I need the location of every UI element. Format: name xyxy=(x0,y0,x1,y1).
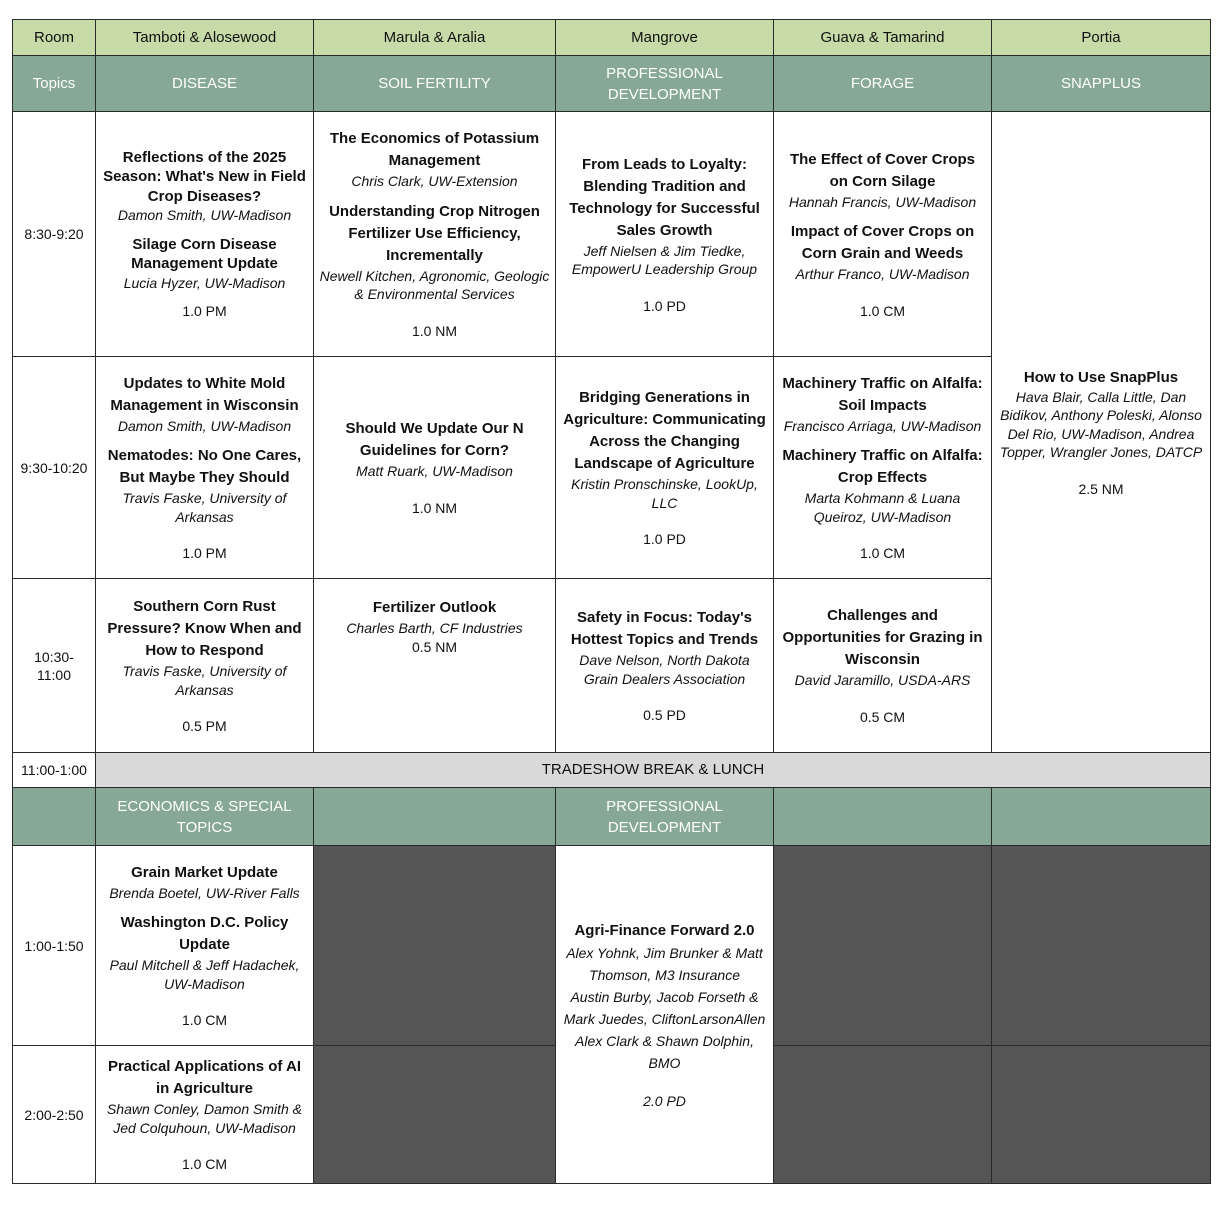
session-title: Washington D.C. Policy Update xyxy=(120,914,289,954)
session-speaker: Kristin Pronschinske, LookUp, LLC xyxy=(571,476,758,511)
session-speaker: Marta Kohmann & Luana Queiroz, UW-Madison xyxy=(804,490,961,525)
session-speaker: Lucia Hyzer, UW-Madison xyxy=(123,274,286,291)
time-slot: 11:00-1:00 xyxy=(13,753,96,788)
topic-empty xyxy=(314,788,556,846)
credit-label: 1.0 CM xyxy=(181,1012,228,1029)
session-title: The Effect of Cover Crops on Corn Silage xyxy=(789,150,976,190)
session-speaker: David Jaramillo, USDA-ARS xyxy=(794,672,971,689)
session-speaker: Travis Faske, University of Arkansas xyxy=(122,490,287,525)
session-title: Fertilizer Outlook xyxy=(372,599,497,616)
session-cell-agri-finance xyxy=(556,846,774,1184)
session-title: Bridging Generations in Agriculture: Communicating Across the Changing Landscape of Agriculture xyxy=(563,389,766,472)
session-speaker: Dave Nelson, North Dakota Grain Dealers Association xyxy=(579,652,750,687)
session-title: How to Use SnapPlus xyxy=(1023,368,1179,386)
session-title: Silage Corn Disease Management Update xyxy=(131,235,278,273)
topic-professional-development: PROFESSIONAL DEVELOPMENT xyxy=(556,56,774,112)
time-slot: 1:00-1:50 xyxy=(13,846,96,1046)
session-speaker: Francisco Arriaga, UW-Madison xyxy=(783,417,982,434)
session-speaker: Alex Clark & Shawn Dolphin, BMO xyxy=(575,1032,754,1071)
credit-label: 1.0 CM xyxy=(859,302,906,319)
session-cell xyxy=(774,112,992,357)
session-speaker: Chris Clark, UW-Extension xyxy=(351,173,518,190)
topic-professional-development: PROFESSIONAL DEVELOPMENT xyxy=(556,788,774,846)
room-label: Room xyxy=(13,20,96,56)
session-speaker: Austin Burby, Jacob Forseth & Mark Juedes, CliftonLarsonAllen xyxy=(563,988,766,1027)
session-speaker: Matt Ruark, UW-Madison xyxy=(356,463,513,480)
session-cell xyxy=(96,579,314,753)
session-speaker: Jeff Nielsen & Jim Tiedke, EmpowerU Leadership Group xyxy=(571,242,758,277)
session-title: The Economics of Potassium Management xyxy=(329,130,540,170)
room-guava-tamarind: Guava & Tamarind xyxy=(774,20,992,56)
credit-label: 1.0 NM xyxy=(411,322,458,339)
session-speaker: Hannah Francis, UW-Madison xyxy=(788,193,977,210)
session-cell xyxy=(96,357,314,579)
session-title: Should We Update Our N Guidelines for Corn? xyxy=(345,420,524,460)
empty-cell xyxy=(992,1046,1211,1184)
credit-label: 1.0 CM xyxy=(859,545,906,562)
topic-disease: DISEASE xyxy=(96,56,314,112)
credit-label: 0.5 PM xyxy=(182,718,227,734)
lunch-banner: TRADESHOW BREAK & LUNCH xyxy=(96,753,1211,788)
time-slot: 8:30-9:20 xyxy=(13,112,96,357)
session-cell xyxy=(556,112,774,357)
session-title: Challenges and Opportunities for Grazing in Wisconsin xyxy=(782,607,983,669)
credit-label: 0.5 PD xyxy=(643,707,686,723)
session-title: Practical Applications of AI in Agriculture xyxy=(107,1058,302,1097)
session-speaker: Hava Blair, Calla Little, Dan Bidikov, Anthony Poleski, Alonso Del Rio, UW-Madison, Andrea Topper, Wrangler Jones, DATCP xyxy=(999,388,1203,460)
session-speaker: Damon Smith, UW-Madison xyxy=(117,207,292,224)
session-speaker: Arthur Franco, UW-Madison xyxy=(795,266,970,282)
session-cell xyxy=(314,112,556,357)
topic-empty xyxy=(774,788,992,846)
credit-label: 1.0 PM xyxy=(182,303,227,320)
empty-cell xyxy=(992,846,1211,1046)
session-title: Nematodes: No One Cares, But Maybe They Should xyxy=(107,447,302,487)
topic-forage: FORAGE xyxy=(774,56,992,112)
session-speaker: Paul Mitchell & Jeff Hadachek, UW-Madison xyxy=(109,957,300,992)
session-cell xyxy=(96,112,314,357)
session-cell xyxy=(96,1046,314,1184)
session-title: Updates to White Mold Management in Wisconsin xyxy=(110,374,299,414)
credit-label: 2.5 NM xyxy=(1078,480,1124,497)
time-slot: 10:30-11:00 xyxy=(13,579,96,753)
session-title: Reflections of the 2025 Season: What's New in Field Crop Diseases? xyxy=(103,148,306,205)
time-slot: 2:00-2:50 xyxy=(13,1046,96,1184)
credit-label: 1.0 CM xyxy=(181,1156,228,1172)
session-cell xyxy=(314,357,556,579)
session-cell xyxy=(314,579,556,753)
session-row-100 xyxy=(13,846,1211,1046)
session-cell xyxy=(774,357,992,579)
room-header-row xyxy=(13,20,1211,56)
topics-row-afternoon xyxy=(13,788,1211,846)
session-title: Machinery Traffic on Alfalfa: Soil Impacts xyxy=(782,374,983,414)
credit-label: 1.0 PM xyxy=(182,545,227,562)
topic-soil-fertility: SOIL FERTILITY xyxy=(314,56,556,112)
topic-empty xyxy=(992,788,1211,846)
session-title: Impact of Cover Crops on Corn Grain and Weeds xyxy=(790,223,975,262)
session-speaker: Travis Faske, University of Arkansas xyxy=(122,663,287,698)
session-speaker: Damon Smith, UW-Madison xyxy=(117,417,292,434)
room-marula-aralia: Marula & Aralia xyxy=(314,20,556,56)
room-tamboti-alosewood: Tamboti & Alosewood xyxy=(96,20,314,56)
empty-cell xyxy=(774,1046,992,1184)
topic-empty xyxy=(13,788,96,846)
topic-economics-special: ECONOMICS & SPECIAL TOPICS xyxy=(96,788,314,846)
credit-label: 2.0 PD xyxy=(643,1092,686,1109)
time-slot: 9:30-10:20 xyxy=(13,357,96,579)
empty-cell xyxy=(314,1046,556,1184)
session-speaker: Brenda Boetel, UW-River Falls xyxy=(109,884,300,901)
topic-snapplus: SNAPPLUS xyxy=(992,56,1211,112)
credit-label: 0.5 NM xyxy=(411,638,458,655)
credit-label: 0.5 CM xyxy=(859,708,906,725)
session-title: From Leads to Loyalty: Blending Tradition and Technology for Successful Sales Growth xyxy=(569,155,760,239)
topics-row xyxy=(13,56,1211,112)
session-cell xyxy=(556,579,774,753)
topics-label: Topics xyxy=(13,56,96,112)
credit-label: 1.0 PD xyxy=(643,531,686,547)
room-portia: Portia xyxy=(992,20,1211,56)
session-cell xyxy=(556,357,774,579)
lunch-row xyxy=(13,753,1211,788)
session-title: Agri-Finance Forward 2.0 xyxy=(574,921,755,939)
credit-label: 1.0 PD xyxy=(643,297,686,314)
session-speaker: Shawn Conley, Damon Smith & Jed Colquhoun, UW-Madison xyxy=(106,1101,303,1136)
credit-label: 1.0 NM xyxy=(411,499,458,516)
session-title: Understanding Crop Nitrogen Fertilizer Use Efficiency, Incrementally xyxy=(329,202,540,264)
room-mangrove: Mangrove xyxy=(556,20,774,56)
session-row-830 xyxy=(13,112,1211,357)
session-speaker: Alex Yohnk, Jim Brunker & Matt Thomson, M3 Insurance xyxy=(566,944,763,983)
session-title: Safety in Focus: Today's Hottest Topics and Trends xyxy=(570,609,759,648)
session-speaker: Newell Kitchen, Agronomic, Geologic & Environmental Services xyxy=(319,267,550,303)
session-cell xyxy=(774,579,992,753)
session-speaker: Charles Barth, CF Industries xyxy=(346,620,523,636)
session-title: Grain Market Update xyxy=(131,863,278,881)
session-title: Machinery Traffic on Alfalfa: Crop Effects xyxy=(782,447,983,487)
empty-cell xyxy=(314,846,556,1046)
session-cell-portia xyxy=(992,112,1211,753)
empty-cell xyxy=(774,846,992,1046)
schedule-table xyxy=(12,19,1211,1184)
session-cell xyxy=(96,846,314,1046)
session-title: Southern Corn Rust Pressure? Know When and How to Respond xyxy=(107,598,302,659)
